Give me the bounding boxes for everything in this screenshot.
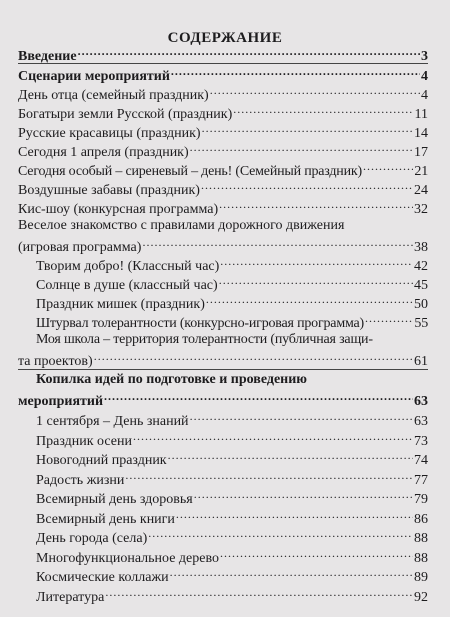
entry-title: Кис-шоу (конкурсная программа): [18, 202, 219, 217]
dot-leader: [133, 431, 413, 445]
toc-entry[interactable]: [0, 548, 428, 567]
entry-title-line2: та проектов): [18, 354, 93, 369]
entry-page: 79: [414, 492, 428, 507]
dot-leader: [94, 351, 413, 365]
dot-leader: [190, 142, 413, 156]
toc-entry[interactable]: [0, 256, 428, 275]
entry-title: Праздник осени: [36, 434, 132, 449]
entry-title: День города (села): [36, 531, 148, 546]
entry-page: 3: [421, 49, 428, 64]
dot-leader: [220, 548, 413, 562]
toc-entry-multiline-cont[interactable]: [0, 237, 428, 256]
toc-entry-multiline[interactable]: [0, 332, 428, 348]
entry-title: Всемирный день книги: [36, 512, 175, 527]
toc-entry[interactable]: [0, 587, 428, 606]
dot-leader: [78, 46, 420, 60]
entry-page: 45: [414, 278, 428, 293]
entry-page: 32: [414, 202, 428, 217]
toc-entry[interactable]: [0, 313, 428, 332]
entry-title-line1: Веселое знакомство с правилами дорожного движения: [18, 218, 345, 233]
entry-page: 89: [414, 570, 428, 585]
toc-entry[interactable]: [0, 450, 428, 469]
entry-title: Сценарии мероприятий: [18, 69, 170, 84]
entry-title-line1: Моя школа – территория толерантности (публичная защи-: [36, 332, 373, 347]
toc-entry[interactable]: [0, 161, 428, 180]
section-title-line2: мероприятий: [18, 394, 104, 409]
toc-section-ideas-cont[interactable]: [0, 391, 428, 410]
toc-section-ideas[interactable]: [0, 372, 428, 388]
entry-page: 77: [414, 473, 428, 488]
entry-title: Солнце в душе (классный час): [36, 278, 218, 293]
entry-page: 4: [421, 88, 428, 103]
entry-title: День отца (семейный праздник): [18, 88, 209, 103]
page-title: СОДЕРЖАНИЕ: [167, 30, 283, 46]
toc-entry[interactable]: [0, 509, 428, 528]
toc-entry[interactable]: [0, 104, 428, 123]
entry-page: 63: [414, 414, 428, 429]
dot-leader: [190, 411, 413, 425]
entry-page: 86: [414, 512, 428, 527]
entry-title: Воздушные забавы (праздник): [18, 183, 200, 198]
entry-page: 21: [414, 164, 428, 179]
toc-entry[interactable]: [0, 294, 428, 313]
entry-page: 63: [414, 394, 428, 409]
entry-title: Введение: [18, 49, 77, 64]
toc-entry[interactable]: [0, 142, 428, 161]
toc-entry[interactable]: [0, 275, 428, 294]
dot-leader: [176, 509, 413, 523]
dot-leader: [142, 237, 413, 251]
dot-leader: [220, 256, 413, 270]
entry-page: 42: [414, 259, 428, 274]
toc-entry-multiline[interactable]: [0, 218, 428, 234]
entry-page: 17: [414, 145, 428, 160]
toc-entry[interactable]: [0, 489, 428, 508]
dot-leader: [202, 123, 413, 137]
dot-leader: [233, 104, 413, 118]
toc-entry[interactable]: [0, 567, 428, 586]
entry-page: 38: [414, 240, 428, 255]
entry-title: Русские красавицы (праздник): [18, 126, 201, 141]
entry-title: Новогодний праздник: [36, 453, 167, 468]
section-divider: [18, 369, 428, 370]
entry-title: Сегодня 1 апреля (праздник): [18, 145, 189, 160]
toc-entry[interactable]: [0, 123, 428, 142]
toc-entry[interactable]: [0, 431, 428, 450]
entry-page: 92: [414, 590, 428, 605]
toc-entry[interactable]: [0, 85, 428, 104]
entry-page: 88: [414, 551, 428, 566]
entry-title: Богатыри земли Русской (праздник): [18, 107, 233, 122]
entry-page: 4: [421, 69, 428, 84]
entry-page: 11: [414, 107, 428, 122]
entry-title: Литература: [36, 590, 105, 605]
toc-entry[interactable]: [0, 411, 428, 430]
entry-page: 50: [414, 297, 428, 312]
entry-page: 61: [414, 354, 428, 369]
entry-title: Творим добро! (Классный час): [36, 259, 220, 274]
dot-leader: [105, 587, 413, 601]
entry-page: 73: [414, 434, 428, 449]
entry-page: 55: [414, 316, 428, 331]
toc-entry[interactable]: [0, 470, 428, 489]
toc-section-scenarios[interactable]: [0, 66, 428, 85]
dot-leader: [363, 161, 413, 175]
entry-page: 14: [414, 126, 428, 141]
dot-leader: [168, 450, 413, 464]
dot-leader: [365, 313, 413, 327]
entry-title: Сегодня особый – сиреневый – день! (Семейный праздник): [18, 164, 362, 179]
entry-title: Многофункциональное дерево: [36, 551, 219, 566]
entry-title: Всемирный день здоровья: [36, 492, 193, 507]
dot-leader: [219, 275, 413, 289]
entry-title: Штурвал толерантности (конкурсно-игровая программа): [36, 316, 365, 331]
dot-leader: [210, 85, 420, 99]
entry-page: 88: [414, 531, 428, 546]
entry-title: Праздник мишек (праздник): [36, 297, 205, 312]
toc-entry[interactable]: [0, 180, 428, 199]
toc-entry[interactable]: [0, 199, 428, 218]
dot-leader: [201, 180, 413, 194]
dot-leader: [206, 294, 413, 308]
dot-leader: [125, 470, 413, 484]
entry-title-line2: (игровая программа): [18, 240, 142, 255]
dot-leader: [148, 528, 413, 542]
entry-title: Космические коллажи: [36, 570, 169, 585]
toc-entry-multiline-cont[interactable]: [0, 351, 428, 370]
entry-title: 1 сентября – День знаний: [36, 414, 189, 429]
entry-page: 24: [414, 183, 428, 198]
dot-leader: [219, 199, 413, 213]
dot-leader: [170, 567, 413, 581]
section-title-line1: Копилка идей по подготовке и проведению: [36, 372, 307, 387]
dot-leader: [194, 489, 413, 503]
section-divider: [18, 63, 428, 64]
dot-leader: [171, 66, 420, 80]
dot-leader: [104, 391, 413, 405]
entry-page: 74: [414, 453, 428, 468]
entry-title: Радость жизни: [36, 473, 125, 488]
toc-entry[interactable]: [0, 528, 428, 547]
